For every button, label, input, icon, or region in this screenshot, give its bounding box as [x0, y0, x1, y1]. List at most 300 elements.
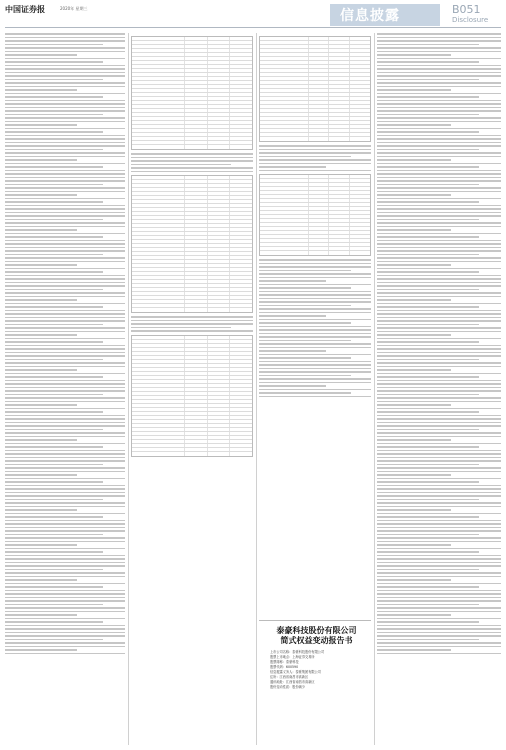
- text-line: [5, 411, 103, 413]
- text-line: [5, 107, 125, 109]
- table-cell: [350, 239, 370, 242]
- table-cell: [350, 129, 370, 132]
- table-cell: [132, 432, 185, 435]
- table-cell: [132, 81, 185, 84]
- table-cell: [309, 179, 330, 182]
- table-cell: [309, 109, 330, 112]
- table-cell: [185, 121, 208, 124]
- text-line: [5, 520, 125, 522]
- text-line: [377, 317, 501, 319]
- table-cell: [208, 73, 231, 76]
- table-cell: [208, 420, 231, 423]
- text-line: [5, 485, 125, 487]
- text-line: [5, 184, 103, 186]
- table-cell: [260, 125, 309, 128]
- text-line: [259, 263, 371, 265]
- table-cell: [208, 416, 231, 419]
- text-line: [259, 277, 371, 279]
- table-cell: [132, 344, 185, 347]
- table-row: [132, 308, 252, 312]
- table-cell: [208, 280, 231, 283]
- text-line: [259, 382, 371, 384]
- table-cell: [132, 37, 185, 40]
- info-line: 股票简称：泰豪科技: [270, 660, 299, 664]
- table-cell: [132, 45, 185, 48]
- text-line: [259, 350, 326, 352]
- table-cell: [309, 235, 330, 238]
- table-cell: [185, 360, 208, 363]
- text-line: [377, 320, 501, 322]
- text-line: [5, 191, 125, 193]
- table-cell: [185, 61, 208, 64]
- table-cell: [309, 57, 330, 60]
- text-line: [377, 453, 501, 455]
- text-line: [377, 285, 501, 287]
- text-line: [5, 292, 125, 294]
- text-line: [5, 604, 103, 606]
- text-line: [259, 266, 371, 268]
- text-line: [377, 366, 501, 368]
- text-line: [5, 345, 125, 347]
- table-cell: [230, 129, 252, 132]
- text-line: [259, 312, 371, 314]
- table-cell: [185, 73, 208, 76]
- text-line: [259, 326, 371, 328]
- table-cell: [132, 141, 185, 144]
- table-cell: [350, 211, 370, 214]
- text-line: [377, 289, 479, 291]
- table-cell: [260, 187, 309, 190]
- text-line: [5, 544, 77, 546]
- text-line: [131, 330, 253, 332]
- table-cell: [230, 424, 252, 427]
- table-cell: [132, 232, 185, 235]
- table-cell: [132, 97, 185, 100]
- text-line: [377, 572, 501, 574]
- text-line: [5, 135, 125, 137]
- text-line: [5, 471, 125, 473]
- text-line: [377, 135, 501, 137]
- table-cell: [230, 404, 252, 407]
- text-line: [259, 368, 371, 370]
- table-cell: [260, 121, 309, 124]
- table-cell: [350, 187, 370, 190]
- text-line: [5, 240, 125, 242]
- table-cell: [329, 247, 350, 250]
- table-cell: [350, 243, 370, 246]
- text-line: [377, 390, 501, 392]
- table-cell: [132, 228, 185, 231]
- text-line: [5, 576, 125, 578]
- text-line: [5, 621, 103, 623]
- text-line: [377, 205, 501, 207]
- table-column-2: [131, 33, 253, 745]
- table-cell: [230, 428, 252, 431]
- table-cell: [230, 260, 252, 263]
- text-line: [259, 280, 326, 282]
- table-cell: [260, 235, 309, 238]
- table-cell: [309, 45, 330, 48]
- text-line: [377, 562, 501, 564]
- table-cell: [309, 105, 330, 108]
- table-cell: [208, 344, 231, 347]
- text-line: [5, 261, 125, 263]
- text-line: [377, 114, 479, 116]
- table-cell: [230, 372, 252, 375]
- table-cell: [230, 364, 252, 367]
- table-cell: [260, 133, 309, 136]
- text-line: [377, 275, 501, 277]
- table-cell: [185, 101, 208, 104]
- table-cell: [132, 412, 185, 415]
- text-line: [5, 642, 125, 644]
- table-cell: [350, 41, 370, 44]
- table-cell: [350, 121, 370, 124]
- table-cell: [230, 109, 252, 112]
- table-cell: [230, 280, 252, 283]
- text-line: [377, 93, 501, 95]
- text-line: [377, 499, 479, 501]
- text-line: [377, 222, 501, 224]
- table-cell: [208, 452, 231, 456]
- table-cell: [230, 192, 252, 195]
- table-cell: [185, 408, 208, 411]
- table-cell: [309, 61, 330, 64]
- text-line: [5, 338, 125, 340]
- table-cell: [329, 239, 350, 242]
- table-cell: [208, 232, 231, 235]
- text-line: [5, 530, 125, 532]
- text-line: [5, 156, 125, 158]
- text-line: [377, 611, 501, 613]
- table-cell: [208, 400, 231, 403]
- table-cell: [132, 188, 185, 191]
- table-cell: [132, 264, 185, 267]
- text-line: [259, 273, 371, 275]
- table-cell: [329, 187, 350, 190]
- table-cell: [309, 89, 330, 92]
- table-row: [132, 452, 252, 456]
- table-cell: [230, 276, 252, 279]
- table-cell: [208, 37, 231, 40]
- table-cell: [350, 61, 370, 64]
- table-cell: [185, 356, 208, 359]
- table-cell: [132, 41, 185, 44]
- table-cell: [309, 195, 330, 198]
- table-cell: [329, 77, 350, 80]
- table-cell: [260, 231, 309, 234]
- table-cell: [230, 121, 252, 124]
- text-line: [259, 315, 326, 317]
- table-cell: [208, 376, 231, 379]
- table-cell: [185, 53, 208, 56]
- table-cell: [185, 196, 208, 199]
- text-block: [131, 153, 253, 172]
- text-line: [5, 513, 125, 515]
- text-line: [259, 333, 371, 335]
- text-line: [5, 422, 125, 424]
- text-line: [5, 89, 77, 91]
- text-line: [377, 33, 501, 35]
- table-cell: [329, 81, 350, 84]
- text-line: [5, 166, 103, 168]
- text-line: [377, 649, 451, 651]
- table-cell: [350, 69, 370, 72]
- table-cell: [329, 223, 350, 226]
- column-divider: [128, 33, 129, 745]
- table-cell: [208, 200, 231, 203]
- text-line: [5, 376, 103, 378]
- table-cell: [185, 448, 208, 451]
- table-cell: [350, 203, 370, 206]
- text-line: [5, 296, 125, 298]
- table-cell: [350, 235, 370, 238]
- text-line: [377, 191, 501, 193]
- table-cell: [185, 296, 208, 299]
- table-cell: [260, 105, 309, 108]
- text-line: [377, 331, 501, 333]
- table-cell: [309, 101, 330, 104]
- text-line: [259, 284, 371, 286]
- text-line: [377, 628, 501, 630]
- text-line: [377, 103, 501, 105]
- table-cell: [329, 191, 350, 194]
- table-cell: [208, 121, 231, 124]
- table-cell: [260, 211, 309, 214]
- table-cell: [185, 49, 208, 52]
- text-line: [377, 173, 501, 175]
- text-line: [377, 156, 501, 158]
- table-cell: [329, 117, 350, 120]
- table-cell: [185, 228, 208, 231]
- table-cell: [329, 49, 350, 52]
- announcement-rule: [259, 620, 371, 621]
- text-line: [5, 565, 125, 567]
- table-cell: [208, 89, 231, 92]
- text-line: [5, 404, 77, 406]
- table-cell: [132, 272, 185, 275]
- text-block: [259, 259, 371, 397]
- text-line: [377, 100, 501, 102]
- table-cell: [185, 412, 208, 415]
- table-cell: [230, 53, 252, 56]
- table-cell: [260, 101, 309, 104]
- table-cell: [230, 252, 252, 255]
- table-cell: [260, 53, 309, 56]
- table-cell: [185, 208, 208, 211]
- table-cell: [132, 428, 185, 431]
- table-cell: [230, 204, 252, 207]
- table-cell: [329, 73, 350, 76]
- text-line: [259, 371, 371, 373]
- table-cell: [208, 440, 231, 443]
- text-line: [377, 583, 501, 585]
- text-line: [377, 387, 501, 389]
- table-cell: [260, 85, 309, 88]
- text-line: [5, 33, 125, 35]
- text-line: [377, 177, 501, 179]
- text-line: [5, 390, 125, 392]
- table-cell: [230, 444, 252, 447]
- table-cell: [132, 101, 185, 104]
- page-header: [0, 0, 506, 28]
- table-cell: [185, 336, 208, 339]
- text-line: [5, 474, 77, 476]
- text-line: [5, 562, 125, 564]
- table-cell: [350, 207, 370, 210]
- text-line: [377, 352, 501, 354]
- text-line: [377, 79, 479, 81]
- text-line: [377, 254, 479, 256]
- text-line: [377, 40, 501, 42]
- table-cell: [230, 264, 252, 267]
- text-line: [5, 607, 125, 609]
- text-line: [5, 110, 125, 112]
- text-line: [377, 240, 501, 242]
- table-cell: [309, 85, 330, 88]
- text-line: [377, 604, 479, 606]
- text-line: [5, 289, 103, 291]
- text-line: [5, 278, 125, 280]
- table-cell: [329, 61, 350, 64]
- table-cell: [185, 420, 208, 423]
- text-line: [5, 541, 125, 543]
- text-line: [5, 359, 103, 361]
- text-line: [5, 593, 125, 595]
- table-cell: [208, 141, 231, 144]
- table-cell: [132, 308, 185, 312]
- text-line: [5, 373, 125, 375]
- text-line: [259, 378, 371, 380]
- table-cell: [208, 224, 231, 227]
- text-line: [377, 324, 479, 326]
- table-cell: [329, 195, 350, 198]
- table-cell: [132, 137, 185, 140]
- table-cell: [208, 356, 231, 359]
- table-cell: [185, 188, 208, 191]
- table-cell: [350, 105, 370, 108]
- text-line: [377, 198, 501, 200]
- table-cell: [230, 368, 252, 371]
- table-cell: [260, 57, 309, 60]
- table-cell: [208, 428, 231, 431]
- text-line: [377, 446, 479, 448]
- table-cell: [350, 175, 370, 178]
- table-cell: [260, 227, 309, 230]
- text-line: [5, 128, 125, 130]
- table-cell: [329, 105, 350, 108]
- table-cell: [208, 137, 231, 140]
- table-cell: [132, 61, 185, 64]
- text-line: [5, 436, 125, 438]
- text-line: [5, 212, 125, 214]
- newspaper-logo: 中国证券报: [5, 4, 45, 14]
- text-line: [5, 159, 77, 161]
- table-cell: [260, 251, 309, 255]
- text-column-1: [5, 33, 125, 745]
- text-line: [377, 460, 501, 462]
- text-line: [377, 457, 501, 459]
- announcement-title: [265, 625, 368, 645]
- table-cell: [260, 89, 309, 92]
- text-line: [377, 268, 501, 270]
- table-cell: [185, 212, 208, 215]
- table-cell: [132, 256, 185, 259]
- table-cell: [329, 97, 350, 100]
- table-cell: [208, 252, 231, 255]
- text-line: [377, 513, 501, 515]
- text-line: [377, 261, 501, 263]
- table-cell: [230, 145, 252, 149]
- table-cell: [132, 252, 185, 255]
- text-line: [377, 128, 501, 130]
- text-line: [377, 72, 501, 74]
- text-line: [5, 100, 125, 102]
- text-line: [5, 142, 125, 144]
- text-line: [5, 551, 103, 553]
- text-line: [5, 446, 103, 448]
- text-line: [131, 327, 231, 329]
- text-line: [5, 548, 125, 550]
- table-cell: [132, 392, 185, 395]
- text-line: [5, 614, 77, 616]
- text-line: [5, 460, 125, 462]
- text-line: [377, 257, 501, 259]
- text-line: [377, 586, 479, 588]
- table-cell: [185, 352, 208, 355]
- text-line: [377, 184, 479, 186]
- table-cell: [230, 220, 252, 223]
- table-cell: [208, 408, 231, 411]
- table-cell: [230, 184, 252, 187]
- table-cell: [208, 129, 231, 132]
- table-cell: [230, 176, 252, 179]
- text-line: [377, 229, 451, 231]
- table-cell: [309, 129, 330, 132]
- table-cell: [260, 179, 309, 182]
- table-cell: [230, 248, 252, 251]
- table-cell: [230, 49, 252, 52]
- table-cell: [185, 308, 208, 312]
- text-line: [5, 219, 103, 221]
- table-cell: [230, 288, 252, 291]
- text-line: [5, 152, 125, 154]
- text-line: [377, 502, 501, 504]
- table-cell: [350, 137, 370, 141]
- text-line: [377, 338, 501, 340]
- text-line: [377, 551, 479, 553]
- table-cell: [208, 352, 231, 355]
- text-line: [5, 457, 125, 459]
- text-line: [377, 548, 501, 550]
- table-cell: [260, 45, 309, 48]
- table-cell: [208, 260, 231, 263]
- table-cell: [350, 219, 370, 222]
- table-cell: [185, 428, 208, 431]
- text-line: [5, 639, 103, 641]
- table-cell: [230, 348, 252, 351]
- table-cell: [230, 61, 252, 64]
- table-cell: [185, 180, 208, 183]
- text-line: [5, 54, 77, 56]
- table-cell: [132, 404, 185, 407]
- text-line: [377, 219, 479, 221]
- table-cell: [230, 141, 252, 144]
- table-cell: [208, 216, 231, 219]
- table-cell: [185, 340, 208, 343]
- table-cell: [329, 175, 350, 178]
- table-cell: [208, 57, 231, 60]
